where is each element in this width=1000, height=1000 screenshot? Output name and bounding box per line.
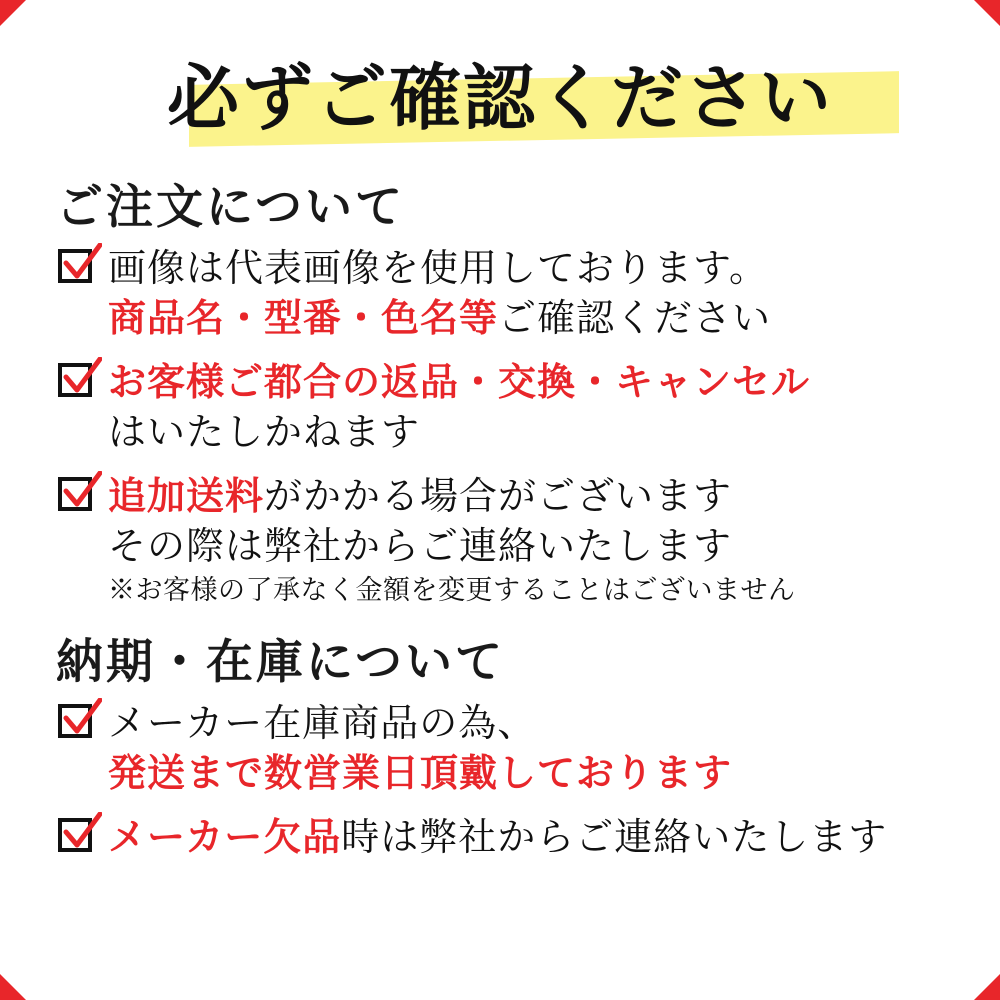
checkmark-glyph [60, 357, 102, 399]
headline-area [44, 46, 956, 156]
emphasis-text: 商品名・型番・色名等 [108, 295, 499, 340]
corner-accent-bottom-left [0, 974, 26, 1000]
notice-item-text [108, 698, 956, 798]
checkbox-checked-icon [58, 818, 98, 858]
notice-line [108, 748, 956, 798]
emphasis-text: 追加送料 [108, 473, 265, 518]
checkbox-checked-icon [58, 249, 98, 289]
corner-accent-bottom-right [974, 974, 1000, 1000]
notice-item-text [108, 243, 956, 343]
notice-item [58, 357, 956, 457]
notice-line [108, 521, 956, 571]
checkmark-glyph [60, 698, 102, 740]
body-text: 画像は代表画像を使用しております。 [108, 246, 768, 290]
checkbox-checked-icon [58, 363, 98, 403]
body-text: 時は弊社からご連絡いたします [341, 815, 888, 859]
corner-accent-top-right [974, 0, 1000, 26]
corner-accent-top-left [0, 0, 26, 26]
body-text: がかかる場合がございます [264, 474, 733, 518]
emphasis-text: メーカー欠品 [108, 814, 342, 859]
notice-line [108, 407, 956, 457]
notice-line [108, 812, 956, 862]
notice-line [108, 243, 956, 293]
checkmark-glyph [60, 812, 102, 854]
page-title: 必ずご確認ください [166, 55, 833, 140]
checkmark-glyph [60, 243, 102, 285]
section-title: ご注文について [56, 180, 406, 235]
notice-item [58, 698, 956, 798]
notice-line [108, 293, 956, 343]
checkbox-checked-icon [58, 704, 98, 744]
body-text: はいたしかねます [108, 410, 421, 454]
notice-item-text [108, 812, 956, 862]
notice-line [108, 698, 956, 748]
notice-item-text [108, 357, 956, 457]
checkmark-glyph [60, 471, 102, 513]
emphasis-text: 発送まで数営業日頂戴しております [108, 750, 733, 795]
sections-container [44, 170, 956, 862]
notice-item [58, 243, 956, 343]
emphasis-text: お客様ご都合の返品・交換・キャンセル [108, 359, 811, 404]
notice-item [58, 471, 956, 611]
checkbox-checked-icon [58, 477, 98, 517]
body-text: メーカー在庫商品の為、 [108, 701, 537, 745]
section-title: 納期・在庫について [56, 635, 506, 690]
notice-line [108, 357, 956, 407]
notice-line [108, 471, 956, 521]
notice-item-text [108, 471, 956, 611]
body-text: その際は弊社からご連絡いたします [108, 524, 733, 568]
notice-footnote: ※お客様の了承なく金額を変更することはございません [108, 575, 796, 606]
notice-item [58, 812, 956, 862]
body-text: ご確認ください [498, 296, 772, 340]
